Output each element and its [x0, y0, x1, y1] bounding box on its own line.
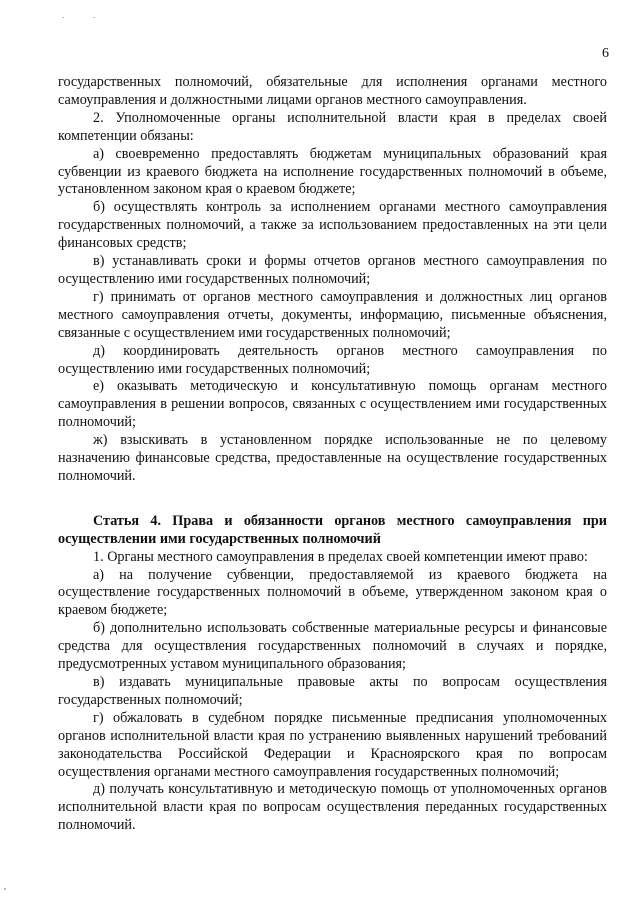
paragraph: государственных полномочий, обязательные для исполнения органами местного самоуправления и должностными лицами органов местного самоуправления.	[58, 74, 607, 108]
paragraph: д) получать консультативную и методическую помощь от уполномоченных органов исполнительной власти края по вопросам осуществления переданных государственных полномочий.	[58, 781, 607, 834]
paragraph: б) осуществлять контроль за исполнением органами местного самоуправления государственных полномочий, а также за использованием предоставленных на эти цели финансовых средств;	[58, 199, 607, 252]
paragraph: 1. Органы местного самоуправления в пределах своей компетенции имеют право:	[93, 548, 588, 565]
paragraph: в) устанавливать сроки и формы отчетов органов местного самоуправления по осуществлению ими государственных полномочий;	[58, 253, 607, 287]
paragraph: б) дополнительно использовать собственные материальные ресурсы и финансовые средства для осуществления государственных полномочий в случаях и порядке, предусмотренных уставом муниципального образования;	[58, 620, 607, 673]
paragraph: е) оказывать методическую и консультативную помощь органам местного самоуправления в решении вопросов, связанных с осуществлением ими государственных полномочий;	[58, 378, 607, 431]
scan-speck	[4, 888, 6, 890]
scan-speck	[62, 17, 64, 18]
article-heading: Статья 4. Права и обязанности органов местного самоуправления при осуществлении ими государственных полномочий	[58, 512, 607, 547]
document-body	[58, 74, 607, 835]
paragraph: 2. Уполномоченные органы исполнительной власти края в пределах своей компетенции обязаны:	[58, 109, 607, 144]
paragraph: ж) взыскивать в установленном порядке использованные не по целевому назначению финансовые средства, предоставленные на осуществление государственных полномочий.	[58, 432, 607, 484]
paragraph: а) на получение субвенции, предоставляемой из краевого бюджета на осуществление государственных полномочий в объеме, утвержденном законом края о краевом бюджете;	[58, 566, 607, 619]
page-number: 6	[602, 46, 609, 61]
scan-speck	[93, 17, 95, 18]
paragraph: а) своевременно предоставлять бюджетам муниципальных образований края субвенции из краевого бюджета на исполнение государственных полномочий в объеме, установленном законом края о краевом бюджете;	[58, 145, 607, 198]
paragraph: д) координировать деятельность органов местного самоуправления по осуществлению ими государственных полномочий;	[58, 342, 607, 377]
paragraph: в) издавать муниципальные правовые акты по вопросам осуществления государственных полномочий;	[58, 674, 607, 708]
paragraph: г) принимать от органов местного самоуправления и должностных лиц органов местного самоуправления отчеты, документы, информацию, письменные объяснения, связанные с осуществлением ими государственных полномочий;	[58, 288, 607, 341]
paragraph: г) обжаловать в судебном порядке письменные предписания уполномоченных органов исполнительной власти края по устранению выявленных нарушений требований законодательства Российской Федерации и Красноярского края по вопросам осуществления органами местного самоуправления государственных полномочий;	[58, 709, 607, 780]
